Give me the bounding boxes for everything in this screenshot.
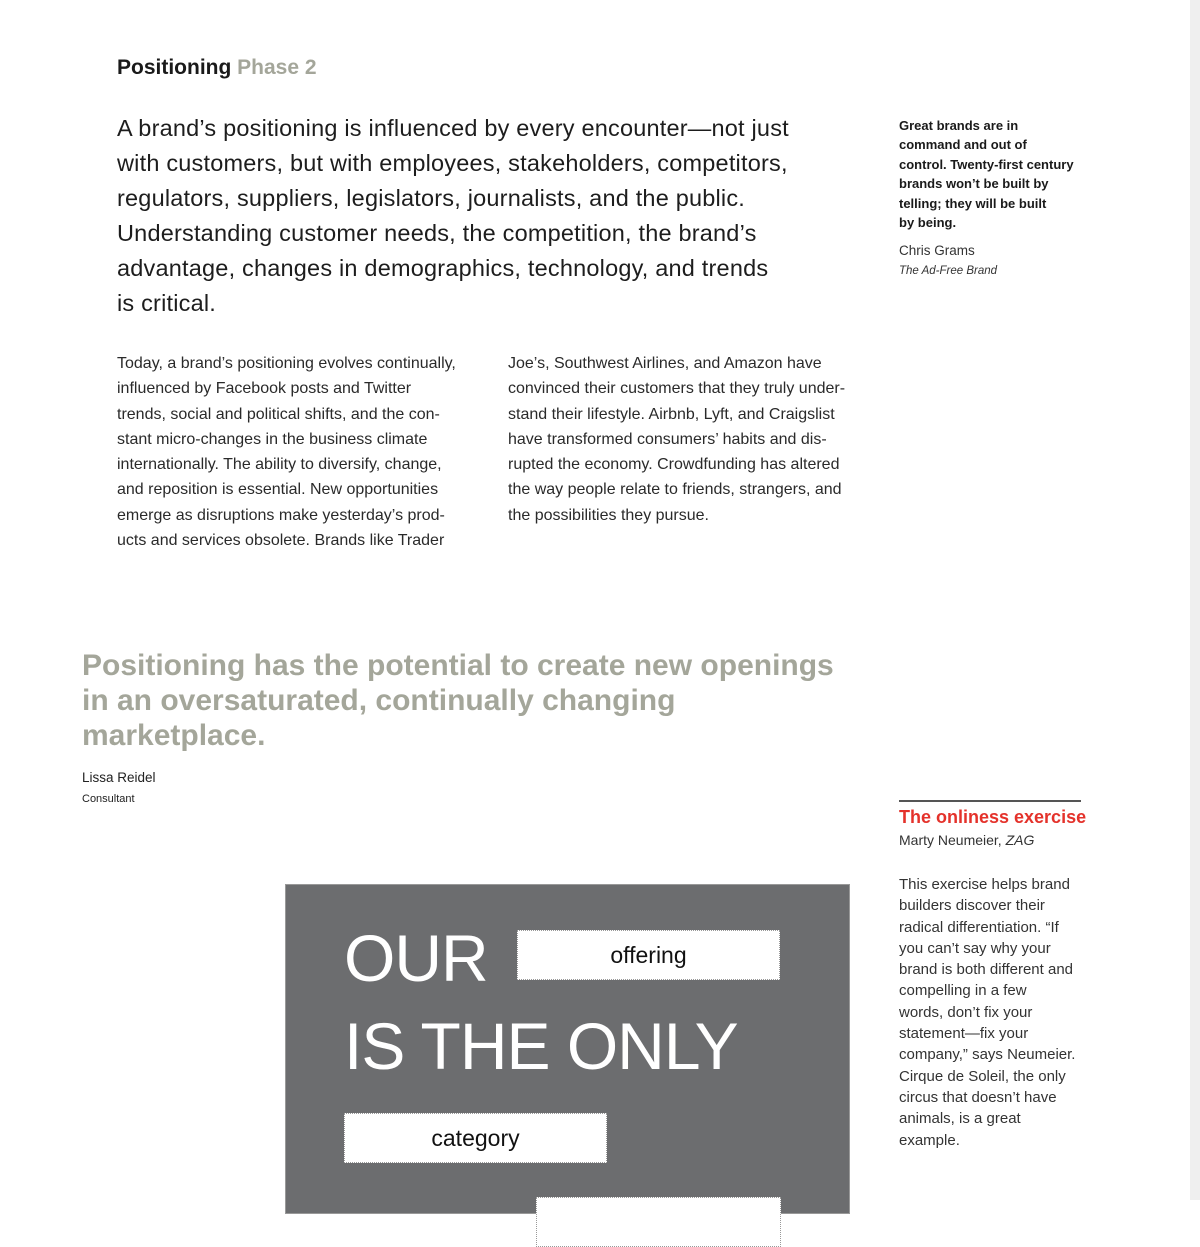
text-line: emerge as disruptions make yesterday’s prod- xyxy=(117,506,445,524)
text-line: builders discover their xyxy=(899,897,1045,915)
text-line: brands won’t be built by xyxy=(899,176,1049,192)
text-line: control. Twenty-first century xyxy=(899,156,1074,172)
text-line: ucts and services obsolete. Brands like Trader xyxy=(117,532,445,550)
slot-third xyxy=(536,1197,781,1247)
body-column-1 xyxy=(117,351,456,553)
text-line: by being. xyxy=(899,215,957,231)
slot-offering: offering xyxy=(517,930,780,980)
text-line: telling; they will be built xyxy=(899,195,1047,211)
text-line: influenced by Facebook posts and Twitter xyxy=(117,380,412,398)
pull-quote-author: Lissa Reidel xyxy=(82,770,156,785)
exercise-body xyxy=(899,874,1075,1151)
divider xyxy=(899,800,1081,802)
exercise-title: The onliness exercise xyxy=(899,807,1087,827)
exercise-author xyxy=(899,832,1034,848)
sidebar-quote-author: Chris Grams xyxy=(899,243,975,258)
text-line: company,” says Neumeier. xyxy=(899,1046,1076,1064)
text-line: rupted the economy. Crowdfunding has altered xyxy=(508,456,840,474)
exercise-author-name: Marty Neumeier, xyxy=(899,832,1006,848)
graphic-line-is-the-only: IS THE ONLY xyxy=(344,1009,738,1083)
text-line: command and out of xyxy=(899,137,1027,153)
text-line: Cirque de Soleil, the only xyxy=(899,1067,1066,1085)
text-line: Great brands are in xyxy=(899,118,1019,133)
text-line: in an oversaturated, continually changing xyxy=(82,684,676,717)
body-column-2 xyxy=(508,351,845,528)
text-line: words, don’t fix your xyxy=(899,1003,1033,1021)
text-line: brand is both different and xyxy=(899,961,1074,979)
text-line: you can’t say why your xyxy=(899,939,1051,957)
pull-quote xyxy=(82,648,834,753)
graphic-word-our: OUR xyxy=(344,921,488,995)
text-line: marketplace. xyxy=(82,719,266,752)
onliness-graphic xyxy=(285,884,850,1214)
text-line: This exercise helps brand xyxy=(899,876,1070,893)
sidebar-quote-source: The Ad-Free Brand xyxy=(899,265,998,277)
text-line: with customers, but with employees, stakeholders, competitors, xyxy=(117,150,788,176)
text-line: and reposition is essential. New opportunities xyxy=(117,481,439,499)
scrollbar[interactable] xyxy=(1190,0,1200,1200)
text-line: the way people relate to friends, strangers, and xyxy=(508,481,842,499)
lead-paragraph xyxy=(117,111,789,321)
text-line: is critical. xyxy=(117,290,217,316)
text-line: internationally. The ability to diversify, change, xyxy=(117,456,442,474)
heading-title: Positioning xyxy=(117,56,232,79)
text-line: compelling in a few xyxy=(899,982,1027,1000)
pull-quote-role: Consultant xyxy=(82,793,135,805)
text-line: regulators, suppliers, legislators, journalists, and the public. xyxy=(117,185,746,211)
heading-phase: Phase 2 xyxy=(237,56,317,79)
text-line: circus that doesn’t have xyxy=(899,1088,1057,1106)
text-line: Understanding customer needs, the competition, the brand’s xyxy=(117,220,757,246)
text-line: stant micro-changes in the business climate xyxy=(117,430,428,448)
text-line: stand their lifestyle. Airbnb, Lyft, and Craigslist xyxy=(508,405,835,423)
text-line: have transformed consumers’ habits and dis- xyxy=(508,430,827,448)
text-line: radical differentiation. “If xyxy=(899,918,1059,936)
text-line: Today, a brand’s positioning evolves continually, xyxy=(117,355,456,372)
text-line: Joe’s, Southwest Airlines, and Amazon have xyxy=(508,355,822,372)
text-line: Positioning has the potential to create new openings xyxy=(82,649,834,682)
text-line: trends, social and political shifts, and the con- xyxy=(117,405,440,423)
text-line: animals, is a great xyxy=(899,1110,1021,1128)
slot-category: category xyxy=(344,1113,607,1163)
exercise-book: ZAG xyxy=(1005,832,1035,848)
text-line: statement—fix your xyxy=(899,1025,1029,1043)
sidebar-quote xyxy=(899,116,1074,232)
text-line: example. xyxy=(899,1131,960,1149)
text-line: convinced their customers that they truly under- xyxy=(508,380,846,398)
section-heading xyxy=(117,56,317,80)
text-line: advantage, changes in demographics, technology, and trends xyxy=(117,255,769,281)
text-line: the possibilities they pursue. xyxy=(508,506,709,524)
text-line: A brand’s positioning is influenced by every encounter—not just xyxy=(117,115,789,141)
